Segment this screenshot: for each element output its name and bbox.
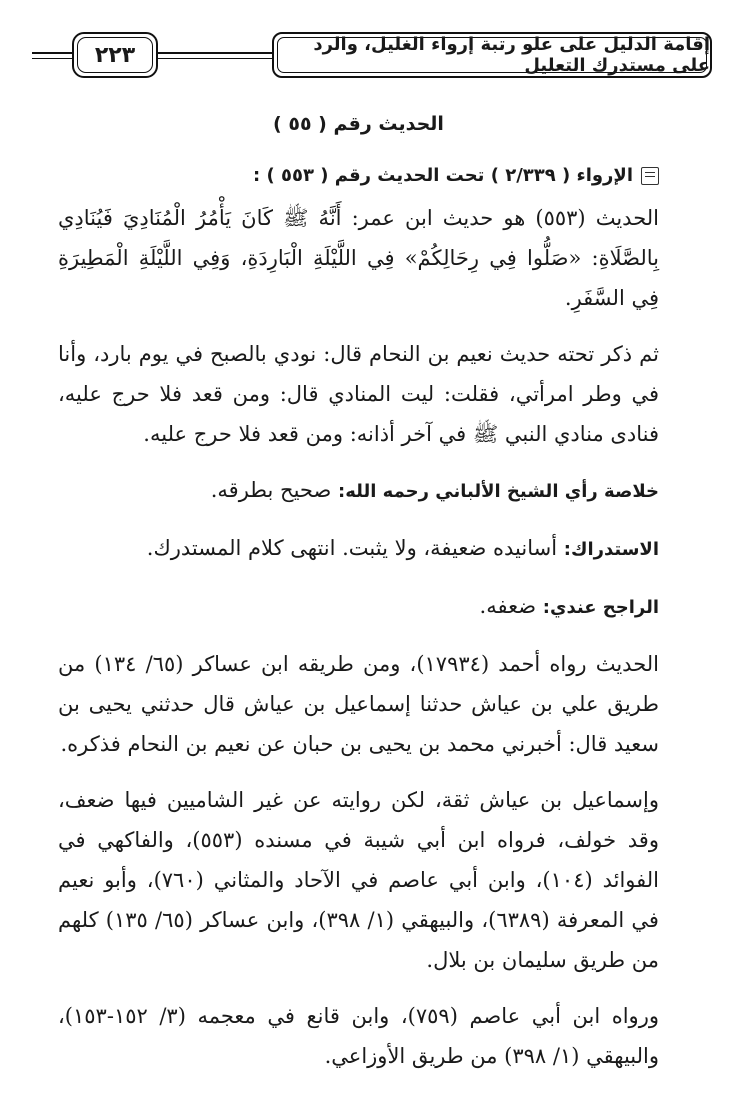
mustadrak-summary <box>58 528 659 570</box>
paragraph-3: الحديث رواه أحمد (١٧٩٣٤)، ومن طريقه ابن عساكر (٦٥/ ١٣٤) من طريق علي بن عياش حدثنا إسماعيل بن عياش قال حدثني يحيى بن سعيد قال: أخبرني محمد بن يحيى بن حبان عن نعيم بن النحام فذكره. <box>58 652 659 756</box>
irwaa-heading-row <box>58 156 659 196</box>
paragraph-1: الحديث (٥٥٣) هو حديث ابن عمر: أَنَّهُ ﷺ كَانَ يَأْمُرُ الْمُنَادِيَ فَيُنَادِي بِالصَّلَاةِ: «صَلُّوا فِي رِحَالِكُمْ» فِي اللَّيْلَةِ الْبَارِدَةِ، وَفِي اللَّيْلَةِ الْمَطِيرَةِ فِي السَّفَرِ. <box>58 206 659 310</box>
mustadrak-text: أسانيده ضعيفة، ولا يثبت. انتهى كلام المستدرك. <box>146 536 564 560</box>
albani-label: خلاصة رأي الشيخ الألباني رحمه الله: <box>338 481 659 502</box>
rajih-text: ضعفه. <box>479 594 543 618</box>
page-header <box>32 28 712 86</box>
header-rule-left-thin <box>32 58 72 59</box>
header-rule-middle <box>158 52 272 54</box>
page-number-box <box>72 32 158 78</box>
header-rule-middle-thin <box>158 58 272 59</box>
albani-text: صحيح بطرقه. <box>210 478 338 502</box>
hadith-heading: الحديث رقم ( ٥٥ ) <box>273 113 444 135</box>
book-icon <box>641 167 659 185</box>
running-title: إقامة الدليل على علو رتبة إرواء الغليل، والرد على مستدرك التعليل <box>313 34 710 76</box>
paragraph-5: ورواه ابن أبي عاصم (٧٥٩)، وابن قانع في معجمه (٣/ ١٥٢-١٥٣)، والبيهقي (١/ ٣٩٨) من طريق الأوزاعي. <box>58 1004 659 1068</box>
rajih-label: الراجح عندي: <box>542 597 659 618</box>
page-body <box>58 104 659 1092</box>
rajih-summary <box>58 586 659 628</box>
page-number: ٢٢٣ <box>94 42 136 68</box>
running-title-box <box>272 32 712 78</box>
paragraph-4: وإسماعيل بن عياش ثقة، لكن روايته عن غير الشاميين فيها ضعف، وقد خولف، فرواه ابن أبي شيبة في مسنده (٥٥٣)، والفاكهي في الفوائد (١٠٤)، وابن أبي عاصم في الآحاد والمثاني (٧٦٠)، وأبو نعيم في المعرفة (٦٣٨٩)، والبيهقي (١/ ٣٩٨)، وابن عساكر (٦٥/ ١٣٥) كلهم من طريق سليمان بن بلال. <box>58 788 660 972</box>
mustadrak-label: الاستدراك: <box>563 539 659 560</box>
header-rule-left <box>32 52 72 54</box>
albani-summary <box>58 470 659 512</box>
paragraph-2: ثم ذكر تحته حديث نعيم بن النحام قال: نودي بالصبح في يوم بارد، وأنا في وطر امرأتي، فقلت: ليت المنادي قال: ومن قعد فلا حرج عليه، فنادى منادي النبي ﷺ في آخر أذانه: ومن قعد فلا حرج عليه. <box>58 342 659 446</box>
irwaa-heading: الإرواء ( ٢/٣٣٩ ) تحت الحديث رقم ( ٥٥٣ ) : <box>253 165 633 186</box>
